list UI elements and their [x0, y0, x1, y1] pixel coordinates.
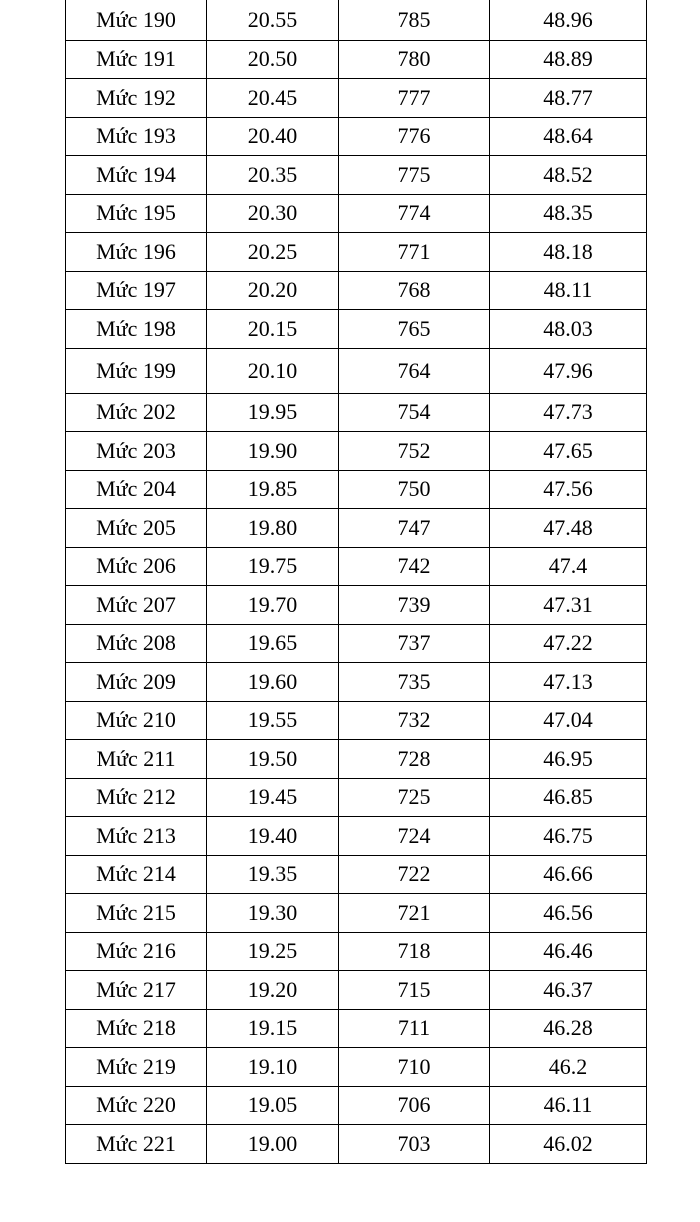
- count-cell: 706: [339, 1086, 490, 1125]
- level-cell: Mức 221: [66, 1125, 207, 1164]
- level-cell: Mức 193: [66, 117, 207, 156]
- percent-cell: 48.18: [490, 233, 647, 272]
- score-cell: 19.30: [207, 894, 339, 933]
- count-cell: 721: [339, 894, 490, 933]
- table-row: [66, 547, 647, 586]
- table-row: [66, 271, 647, 310]
- table-row: [66, 855, 647, 894]
- percent-cell: 46.56: [490, 894, 647, 933]
- count-cell: 732: [339, 701, 490, 740]
- count-cell: 737: [339, 624, 490, 663]
- score-table-container: [65, 0, 646, 1164]
- score-cell: 20.25: [207, 233, 339, 272]
- level-cell: Mức 209: [66, 663, 207, 702]
- score-cell: 19.70: [207, 586, 339, 625]
- table-row: [66, 624, 647, 663]
- percent-cell: 46.37: [490, 971, 647, 1010]
- score-cell: 19.35: [207, 855, 339, 894]
- count-cell: 774: [339, 194, 490, 233]
- score-table-body: [66, 0, 647, 1163]
- count-cell: 710: [339, 1048, 490, 1087]
- table-row: [66, 740, 647, 779]
- count-cell: 711: [339, 1009, 490, 1048]
- table-row: [66, 1048, 647, 1087]
- level-cell: Mức 202: [66, 393, 207, 432]
- count-cell: 722: [339, 855, 490, 894]
- score-cell: 19.95: [207, 393, 339, 432]
- level-cell: Mức 217: [66, 971, 207, 1010]
- score-cell: 20.45: [207, 79, 339, 118]
- percent-cell: 47.4: [490, 547, 647, 586]
- table-row: [66, 1125, 647, 1164]
- count-cell: 754: [339, 393, 490, 432]
- percent-cell: 48.52: [490, 156, 647, 195]
- score-cell: 19.60: [207, 663, 339, 702]
- table-row: [66, 348, 647, 393]
- level-cell: Mức 219: [66, 1048, 207, 1087]
- score-cell: 19.00: [207, 1125, 339, 1164]
- score-cell: 19.85: [207, 470, 339, 509]
- count-cell: 742: [339, 547, 490, 586]
- table-row: [66, 932, 647, 971]
- score-cell: 19.90: [207, 432, 339, 471]
- table-row: [66, 79, 647, 118]
- percent-cell: 48.03: [490, 310, 647, 349]
- level-cell: Mức 207: [66, 586, 207, 625]
- score-cell: 19.65: [207, 624, 339, 663]
- percent-cell: 48.11: [490, 271, 647, 310]
- count-cell: 718: [339, 932, 490, 971]
- percent-cell: 48.89: [490, 40, 647, 79]
- score-cell: 19.05: [207, 1086, 339, 1125]
- percent-cell: 46.85: [490, 778, 647, 817]
- table-row: [66, 156, 647, 195]
- table-row: [66, 894, 647, 933]
- count-cell: 764: [339, 348, 490, 393]
- score-cell: 19.20: [207, 971, 339, 1010]
- score-cell: 20.30: [207, 194, 339, 233]
- table-row: [66, 817, 647, 856]
- count-cell: 724: [339, 817, 490, 856]
- count-cell: 775: [339, 156, 490, 195]
- percent-cell: 46.95: [490, 740, 647, 779]
- level-cell: Mức 218: [66, 1009, 207, 1048]
- level-cell: Mức 190: [66, 0, 207, 40]
- percent-cell: 47.31: [490, 586, 647, 625]
- score-cell: 19.40: [207, 817, 339, 856]
- count-cell: 780: [339, 40, 490, 79]
- level-cell: Mức 205: [66, 509, 207, 548]
- level-cell: Mức 215: [66, 894, 207, 933]
- level-cell: Mức 211: [66, 740, 207, 779]
- count-cell: 747: [339, 509, 490, 548]
- percent-cell: 46.02: [490, 1125, 647, 1164]
- table-row: [66, 194, 647, 233]
- table-row: [66, 310, 647, 349]
- level-cell: Mức 206: [66, 547, 207, 586]
- score-cell: 19.50: [207, 740, 339, 779]
- score-cell: 20.15: [207, 310, 339, 349]
- percent-cell: 47.48: [490, 509, 647, 548]
- count-cell: 765: [339, 310, 490, 349]
- table-row: [66, 509, 647, 548]
- score-cell: 20.20: [207, 271, 339, 310]
- level-cell: Mức 195: [66, 194, 207, 233]
- table-row: [66, 117, 647, 156]
- percent-cell: 47.96: [490, 348, 647, 393]
- score-cell: 19.15: [207, 1009, 339, 1048]
- level-cell: Mức 210: [66, 701, 207, 740]
- table-row: [66, 663, 647, 702]
- table-row: [66, 233, 647, 272]
- percent-cell: 47.56: [490, 470, 647, 509]
- count-cell: 776: [339, 117, 490, 156]
- table-row: [66, 586, 647, 625]
- count-cell: 777: [339, 79, 490, 118]
- count-cell: 785: [339, 0, 490, 40]
- percent-cell: 46.46: [490, 932, 647, 971]
- percent-cell: 46.28: [490, 1009, 647, 1048]
- percent-cell: 47.22: [490, 624, 647, 663]
- level-cell: Mức 212: [66, 778, 207, 817]
- percent-cell: 48.77: [490, 79, 647, 118]
- level-cell: Mức 198: [66, 310, 207, 349]
- score-cell: 19.10: [207, 1048, 339, 1087]
- level-cell: Mức 213: [66, 817, 207, 856]
- level-cell: Mức 203: [66, 432, 207, 471]
- table-row: [66, 40, 647, 79]
- percent-cell: 46.75: [490, 817, 647, 856]
- table-row: [66, 1086, 647, 1125]
- score-cell: 20.40: [207, 117, 339, 156]
- score-cell: 19.25: [207, 932, 339, 971]
- level-cell: Mức 197: [66, 271, 207, 310]
- count-cell: 750: [339, 470, 490, 509]
- score-cell: 19.45: [207, 778, 339, 817]
- score-cell: 20.35: [207, 156, 339, 195]
- percent-cell: 47.65: [490, 432, 647, 471]
- table-row: [66, 0, 647, 40]
- percent-cell: 46.2: [490, 1048, 647, 1087]
- percent-cell: 47.73: [490, 393, 647, 432]
- level-cell: Mức 220: [66, 1086, 207, 1125]
- percent-cell: 46.66: [490, 855, 647, 894]
- level-cell: Mức 216: [66, 932, 207, 971]
- level-cell: Mức 192: [66, 79, 207, 118]
- table-row: [66, 470, 647, 509]
- count-cell: 728: [339, 740, 490, 779]
- table-row: [66, 778, 647, 817]
- percent-cell: 47.04: [490, 701, 647, 740]
- score-cell: 19.75: [207, 547, 339, 586]
- level-cell: Mức 208: [66, 624, 207, 663]
- table-row: [66, 701, 647, 740]
- table-row: [66, 432, 647, 471]
- level-cell: Mức 194: [66, 156, 207, 195]
- score-table: [65, 0, 647, 1164]
- score-cell: 20.50: [207, 40, 339, 79]
- count-cell: 771: [339, 233, 490, 272]
- level-cell: Mức 214: [66, 855, 207, 894]
- count-cell: 725: [339, 778, 490, 817]
- percent-cell: 46.11: [490, 1086, 647, 1125]
- score-cell: 19.55: [207, 701, 339, 740]
- count-cell: 703: [339, 1125, 490, 1164]
- score-cell: 19.80: [207, 509, 339, 548]
- percent-cell: 48.64: [490, 117, 647, 156]
- level-cell: Mức 196: [66, 233, 207, 272]
- percent-cell: 47.13: [490, 663, 647, 702]
- table-row: [66, 1009, 647, 1048]
- table-row: [66, 971, 647, 1010]
- score-cell: 20.55: [207, 0, 339, 40]
- level-cell: Mức 199: [66, 348, 207, 393]
- count-cell: 735: [339, 663, 490, 702]
- level-cell: Mức 204: [66, 470, 207, 509]
- count-cell: 768: [339, 271, 490, 310]
- score-cell: 20.10: [207, 348, 339, 393]
- level-cell: Mức 191: [66, 40, 207, 79]
- count-cell: 752: [339, 432, 490, 471]
- count-cell: 739: [339, 586, 490, 625]
- table-row: [66, 393, 647, 432]
- count-cell: 715: [339, 971, 490, 1010]
- percent-cell: 48.96: [490, 0, 647, 40]
- percent-cell: 48.35: [490, 194, 647, 233]
